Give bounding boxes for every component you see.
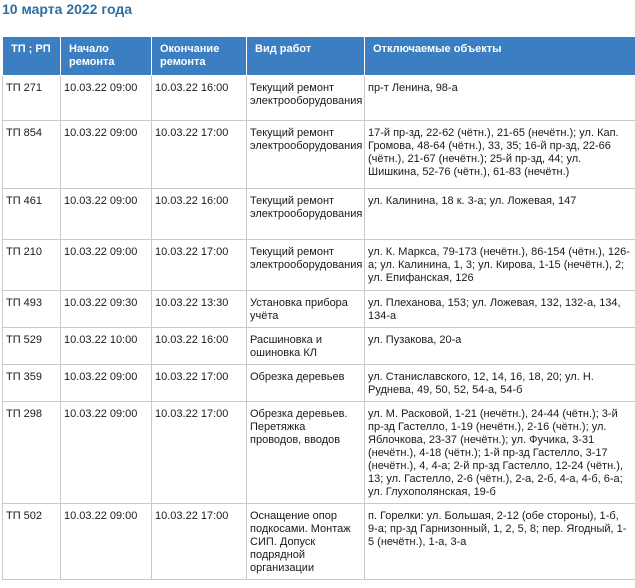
table-row bbox=[3, 402, 635, 504]
cell-end-time: 10.03.22 17:00 bbox=[152, 240, 247, 291]
cell-work-type: Текущий ремонт электрооборудования bbox=[247, 189, 365, 240]
cell-substation: ТП 298 bbox=[3, 402, 61, 504]
cell-substation: ТП 461 bbox=[3, 189, 61, 240]
page-title: 10 марта 2022 года bbox=[2, 1, 133, 17]
cell-work-type: Обрезка деревьев. Перетяжка проводов, вводов bbox=[247, 402, 365, 504]
cell-affected-objects: ул. Плеханова, 153; ул. Ложевая, 132, 132-а, 134, 134-а bbox=[365, 291, 635, 328]
cell-affected-objects: ул. К. Маркса, 79-173 (нечётн.), 86-154 (чётн.), 126-а; ул. Калинина, 1, 3; ул. Кирова, 1-15 (нечётн.), 2; ул. Епифанская, 126 bbox=[365, 240, 635, 291]
cell-substation: ТП 529 bbox=[3, 328, 61, 365]
cell-start-time: 10.03.22 09:00 bbox=[61, 365, 152, 402]
cell-work-type: Оснащение опор подкосами. Монтаж СИП. Допуск подрядной организации bbox=[247, 504, 365, 580]
header-objects: Отключаемые объекты bbox=[365, 37, 635, 76]
cell-affected-objects: пр-т Ленина, 98-а bbox=[365, 76, 635, 121]
table-row bbox=[3, 291, 635, 328]
outage-schedule-table bbox=[2, 36, 635, 580]
cell-work-type: Установка прибора учёта bbox=[247, 291, 365, 328]
cell-substation: ТП 493 bbox=[3, 291, 61, 328]
cell-affected-objects: ул. Станиславского, 12, 14, 16, 18, 20; ул. Н. Руднева, 49, 50, 52, 54-а, 54-б bbox=[365, 365, 635, 402]
header-start: Начало ремонта bbox=[61, 37, 152, 76]
header-tp: ТП ; РП bbox=[3, 37, 61, 76]
table-row bbox=[3, 328, 635, 365]
cell-affected-objects: 17-й пр-зд, 22-62 (чётн.), 21-65 (нечётн.); ул. Кап. Громова, 48-64 (чётн.), 33, 35; 16-й пр-зд, 22-66 (чётн.), 21-67 (нечётн.); 25-й пр-зд, 44; ул. Шишкина, 52-76 (чётн.), 61-83 (нечётн.) bbox=[365, 121, 635, 189]
cell-work-type: Текущий ремонт электрооборудования bbox=[247, 76, 365, 121]
table-row bbox=[3, 121, 635, 189]
cell-start-time: 10.03.22 09:00 bbox=[61, 121, 152, 189]
cell-start-time: 10.03.22 10:00 bbox=[61, 328, 152, 365]
header-work-type: Вид работ bbox=[247, 37, 365, 76]
cell-end-time: 10.03.22 16:00 bbox=[152, 189, 247, 240]
cell-start-time: 10.03.22 09:00 bbox=[61, 504, 152, 580]
cell-start-time: 10.03.22 09:00 bbox=[61, 240, 152, 291]
cell-end-time: 10.03.22 13:30 bbox=[152, 291, 247, 328]
cell-work-type: Расшиновка и ошиновка КЛ bbox=[247, 328, 365, 365]
cell-work-type: Обрезка деревьев bbox=[247, 365, 365, 402]
cell-substation: ТП 854 bbox=[3, 121, 61, 189]
cell-end-time: 10.03.22 17:00 bbox=[152, 365, 247, 402]
cell-work-type: Текущий ремонт электрооборудования bbox=[247, 240, 365, 291]
table-row bbox=[3, 240, 635, 291]
cell-affected-objects: п. Горелки: ул. Большая, 2-12 (обе стороны), 1-б, 9-а; пр-зд Гарнизонный, 1, 2, 5, 8; пер. Ягодный, 1-5 (нечётн.), 1-а, 3-а bbox=[365, 504, 635, 580]
table-row bbox=[3, 504, 635, 580]
cell-end-time: 10.03.22 16:00 bbox=[152, 76, 247, 121]
cell-affected-objects: ул. М. Расковой, 1-21 (нечётн.), 24-44 (чётн.); 3-й пр-зд Гастелло, 1-19 (нечётн.), 2-16 (чётн.); ул. Яблочкова, 23-37 (нечётн.); ул. Фучика, 3-31 (нечётн.), 4-18 (чётн.); 1-й пр-зд Гастелло, 3-17 (нечётн.), 4, 4-а; 2-й пр-зд Гастелло, 12-24 (чётн.), 13; ул. Гастелло, 2-6 (чётн.), 2-а, 2-б, 4-а, 4-б, 6-а; ул. Глухополянская, 19-б bbox=[365, 402, 635, 504]
table-header-row bbox=[3, 37, 635, 76]
cell-end-time: 10.03.22 17:00 bbox=[152, 504, 247, 580]
cell-work-type: Текущий ремонт электрооборудования bbox=[247, 121, 365, 189]
cell-start-time: 10.03.22 09:30 bbox=[61, 291, 152, 328]
cell-end-time: 10.03.22 16:00 bbox=[152, 328, 247, 365]
cell-start-time: 10.03.22 09:00 bbox=[61, 402, 152, 504]
cell-substation: ТП 271 bbox=[3, 76, 61, 121]
cell-substation: ТП 210 bbox=[3, 240, 61, 291]
table-row bbox=[3, 365, 635, 402]
table-row bbox=[3, 189, 635, 240]
cell-start-time: 10.03.22 09:00 bbox=[61, 189, 152, 240]
table-row bbox=[3, 76, 635, 121]
cell-end-time: 10.03.22 17:00 bbox=[152, 121, 247, 189]
cell-end-time: 10.03.22 17:00 bbox=[152, 402, 247, 504]
header-end: Окончание ремонта bbox=[152, 37, 247, 76]
cell-start-time: 10.03.22 09:00 bbox=[61, 76, 152, 121]
cell-substation: ТП 502 bbox=[3, 504, 61, 580]
cell-substation: ТП 359 bbox=[3, 365, 61, 402]
cell-affected-objects: ул. Пузакова, 20-а bbox=[365, 328, 635, 365]
cell-affected-objects: ул. Калинина, 18 к. 3-а; ул. Ложевая, 147 bbox=[365, 189, 635, 240]
